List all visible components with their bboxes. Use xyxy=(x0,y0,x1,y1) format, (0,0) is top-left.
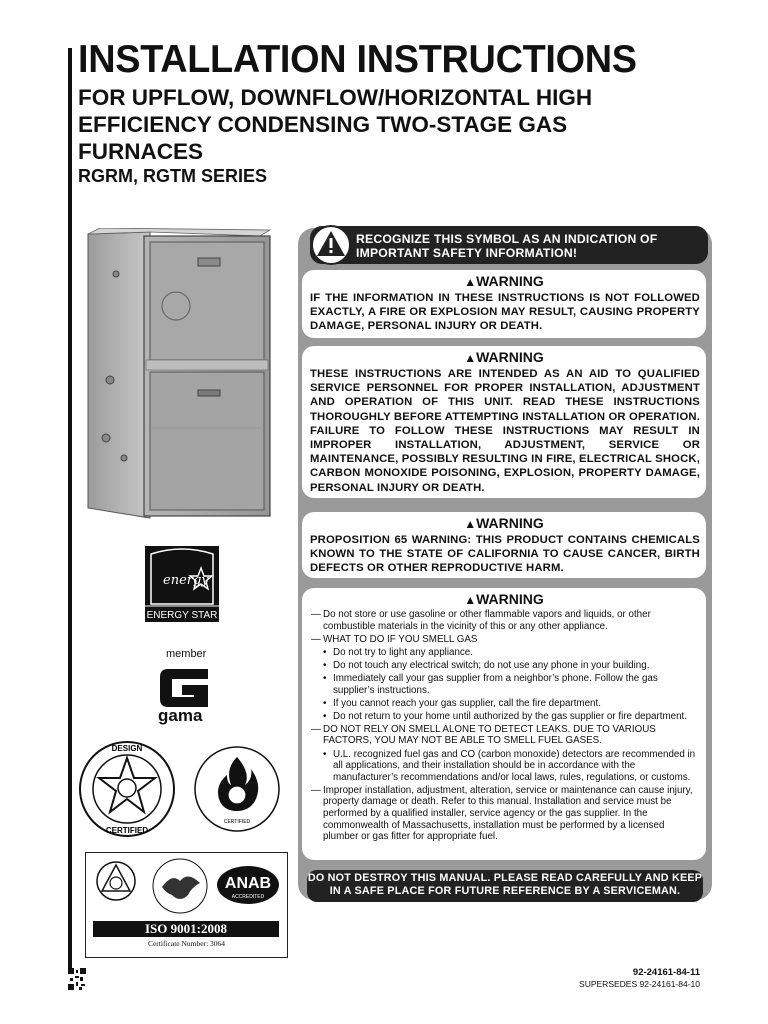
svg-text:ENERGY STAR: ENERGY STAR xyxy=(146,610,218,621)
gas-warning-line: Improper installation, adjustment, alteration, service or maintenance can cause injury, property damage or death. Refer to this manual. Installation and service must be performed by a qualified installer, service agency or the gas supplier. In the commonwealth of Massachusetts, installation must be performed by a licensed plumber or gas fitter for appropriate fuel. xyxy=(323,784,693,843)
svg-text:energy: energy xyxy=(163,573,209,588)
svg-text:ANAB: ANAB xyxy=(224,875,272,892)
warning-text-1: IF THE INFORMATION IN THESE INSTRUCTIONS IS NOT FOLLOWED EXACTLY, A FIRE OR EXPLOSION MAY RESULT, CAUSING PROPERTY DAMAGE, PERSONAL INJURY OR DEATH. xyxy=(310,292,700,333)
gas-warning-bullet: Do not touch any electrical switch; do not use any phone in your building. xyxy=(333,659,650,671)
gas-warning-line: DO NOT RELY ON SMELL ALONE TO DETECT LEAKS. DUE TO VARIOUS FACTORS, YOU MAY NOT BE ABLE TO SMELL FUEL GASES. xyxy=(323,723,656,747)
page-subtitle: FOR UPFLOW, DOWNFLOW/HORIZONTAL HIGH EFFICIENCY CONDENSING TWO-STAGE GAS FURNACES xyxy=(78,85,593,164)
anab-logo xyxy=(216,865,280,905)
gas-warning-line: WHAT TO DO IF YOU SMELL GAS xyxy=(323,633,478,645)
gama-wordmark: gama xyxy=(158,706,203,725)
warning-text-3: PROPOSITION 65 WARNING: THIS PRODUCT CONTAINS CHEMICALS KNOWN TO THE STATE OF CALIFORNIA TO CAUSE CANCER, BIRTH DEFECTS OR OTHER REPRODUCTIVE HARM. xyxy=(310,534,700,575)
gas-warning-bullet: If you cannot reach your gas supplier, call the fire department. xyxy=(333,697,601,709)
left-rule xyxy=(68,48,72,968)
document-number: 92-24161-84-11 xyxy=(632,967,700,978)
gas-warning-bullet: Do not try to light any appliance. xyxy=(333,646,473,658)
safety-alert-icon xyxy=(310,224,352,266)
gas-warning-body: — Do not store or use gasoline or other flammable vapors and liquids, or other combustible materials in the vicinity of this or any other appliance. — WHAT TO DO IF YOU SMELL GAS • Do not try to light any appliance. • Do not touch any electrical switch; do not use any phone in your building. • Immediately call your gas supplier from a neighbor’s phone. Follow the gas supplier’s instructions. • If you cannot reach your gas supplier, call the fire department. • Do not return to your home until authorized by the gas supplier or fire department. — DO NOT RELY ON SMELL ALONE TO DETECT LEAKS. DUE TO VARIOUS FACTORS, YOU MAY NOT BE ABLE TO SMELL FUEL GASES. • U.L. recognized fuel gas and CO (carbon monoxide) detectors are recommended in all applications, and their installation should be in accordance with the manufacturer’s recommendations and/or local laws, rules, regulations, or customs. — Improper installation, adjustment, alteration, service or maintenance can cause injury, property damage or death. Refer to this manual. Installation and service must be performed by a qualified installer, service agency or the gas supplier. In the commonwealth of Massachusetts, installation must be performed by a licensed plumber or gas fitter for appropriate fuel. xyxy=(311,609,696,843)
certificate-number: Certificate Number: 3064 xyxy=(147,939,226,948)
gama-member-label: member xyxy=(166,648,207,660)
keep-manual-notice: DO NOT DESTROY THIS MANUAL. PLEASE READ CAREFULLY AND KEEP IN A SAFE PLACE FOR FUTURE REFERENCE BY A SERVICEMAN. xyxy=(307,870,703,902)
quality-evaluation-eagle-icon xyxy=(148,857,212,915)
design-certified-seal xyxy=(78,740,176,838)
svg-text:DESIGN: DESIGN xyxy=(111,744,143,753)
gas-warning-bullet: Immediately call your gas supplier from a neighbor’s phone. Follow the gas supplier’s instructions. xyxy=(333,672,658,696)
warning-heading: WARNING xyxy=(476,515,544,531)
qr-code-icon xyxy=(68,968,86,990)
safety-symbol-text: RECOGNIZE THIS SYMBOL AS AN INDICATION OF IMPORTANT SAFETY INFORMATION! xyxy=(356,232,658,260)
warning-text-2: THESE INSTRUCTIONS ARE INTENDED AS AN AID TO QUALIFIED SERVICE PERSONNEL FOR PROPER INSTALLATION, ADJUSTMENT AND OPERATION OF THIS UNIT. READ THESE INSTRUCTIONS THOROUGHLY BEFORE ATTEMPTING INSTALLATION OR OPERATION. FAILURE TO FOLLOW THESE INSTRUCTIONS MAY RESULT IN IMPROPER INSTALLATION, ADJUSTMENT, SERVICE OR MAINTENANCE, POSSIBLY RESULTING IN FIRE, ELECTRICAL SHOCK, CARBON MONOXIDE POISONING, EXPLOSION, PROPERTY DAMAGE, PERSONAL INJURY OR DEATH. xyxy=(310,368,700,494)
warning-heading: WARNING xyxy=(476,273,544,289)
certified-flame-seal xyxy=(193,745,281,833)
svg-text:CERTIFIED: CERTIFIED xyxy=(223,819,251,825)
warning-box-3 xyxy=(302,512,706,578)
warning-triangle-icon: ▲ xyxy=(464,593,477,607)
svg-text:CERTIFIED: CERTIFIED xyxy=(105,826,149,835)
warning-heading: WARNING xyxy=(476,349,544,365)
warning-heading: WARNING xyxy=(476,591,544,607)
warning-triangle-icon: ▲ xyxy=(464,351,477,365)
model-series: RGRM, RGTM SERIES xyxy=(78,166,268,186)
warning-triangle-icon: ▲ xyxy=(464,517,477,531)
iso-certification-box xyxy=(85,852,288,958)
gas-warning-line: Do not store or use gasoline or other flammable vapors and liquids, or other combustible materials in the vicinity of this or any other appliance. xyxy=(323,609,651,632)
energy-star-logo xyxy=(145,546,219,622)
warning-box-4 xyxy=(302,588,706,860)
supersedes-number: SUPERSEDES 92-24161-84-10 xyxy=(579,979,700,989)
accreditation-emblem-icon xyxy=(94,859,138,911)
warning-box-2 xyxy=(302,346,706,498)
warning-box-1 xyxy=(302,270,706,338)
page-title: INSTALLATION INSTRUCTIONS xyxy=(78,38,637,81)
warning-triangle-icon: ▲ xyxy=(464,275,477,289)
gama-g-icon xyxy=(158,663,214,711)
gas-warning-bullet: U.L. recognized fuel gas and CO (carbon monoxide) detectors are recommended in all applications, and their installation should be in accordance with the manufacturer’s recommendations and/or local laws, rules, regulations, or customs. xyxy=(333,748,696,783)
svg-text:ACCREDITED: ACCREDITED xyxy=(231,894,265,900)
gas-warning-bullet: Do not return to your home until authorized by the gas supplier or fire department. xyxy=(333,710,687,722)
safety-symbol-banner xyxy=(310,226,708,264)
furnace-image xyxy=(80,228,275,520)
iso-standard-label: ISO 9001:2008 xyxy=(93,921,279,937)
